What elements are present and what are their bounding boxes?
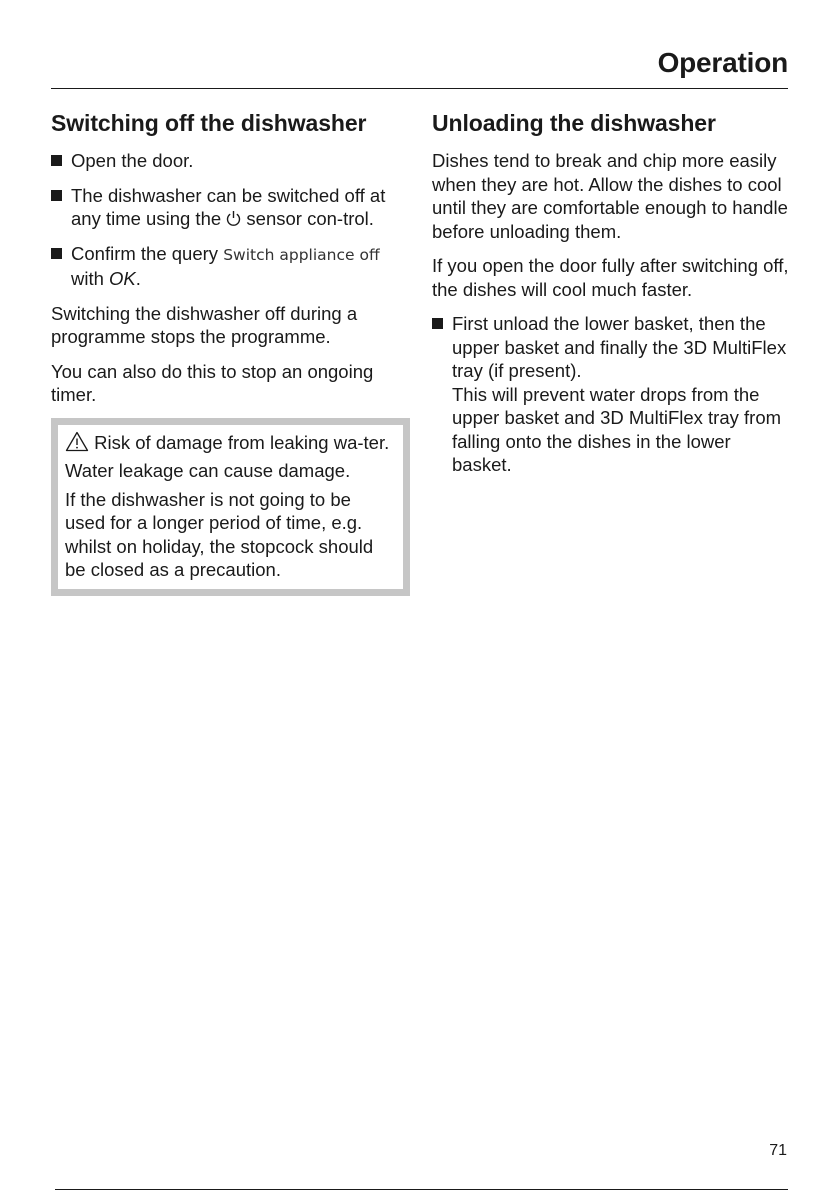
left-column xyxy=(51,108,411,596)
switch-off-note: Switching the dishwasher off during a programme stops the programme. xyxy=(51,302,358,347)
warning-title xyxy=(65,431,396,455)
display-message: Switch appliance off xyxy=(223,245,380,264)
footer-divider xyxy=(55,1189,788,1190)
unloading-heading: Unloading the dishwasher xyxy=(432,110,716,136)
power-icon xyxy=(226,209,241,226)
step-confirm-text-pre: Confirm the query xyxy=(71,242,224,264)
unloading-para-2: If you open the door fully after switching off, the dishes will cool much faster. xyxy=(432,255,789,300)
unloading-para-1: Dishes tend to break and chip more easily when they are hot. Allow the dishes to cool until they are comfortable enough to handle before unloading them. xyxy=(432,150,788,242)
page-number: 71 xyxy=(769,1142,787,1159)
warning-line-1: Water leakage can cause damage. xyxy=(65,460,351,481)
ok-label: OK xyxy=(109,268,136,289)
section-title: Operation xyxy=(657,47,788,78)
step-switch-off xyxy=(51,184,411,231)
warning-box xyxy=(51,418,410,596)
step-confirm: Confirm the query Switch appliance off with OK. xyxy=(51,242,411,291)
step-open-door xyxy=(51,149,411,173)
step-switch-off-text-post: sensor con-trol. xyxy=(241,208,374,229)
header-divider xyxy=(51,88,788,89)
step-unload-reason-text: This will prevent water drops from the upper basket and 3D MultiFlex tray from falling onto the dishes in the lower basket. xyxy=(452,383,782,475)
step-unload-order xyxy=(432,312,794,477)
warning-line-2: If the dishwasher is not going to be used for a longer period of time, e.g. whilst on holiday, the stopcock should be closed as a precaution. xyxy=(65,488,374,580)
step-open-door-text: Open the door. xyxy=(71,150,194,171)
timer-note: You can also do this to stop an ongoing timer. xyxy=(51,360,374,405)
step-confirm-text-end: . xyxy=(135,268,141,289)
warning-triangle-icon xyxy=(65,431,89,452)
switching-off-heading: Switching off the dishwasher xyxy=(51,110,367,136)
step-switch-off-text-pre: The dishwasher can be switched off at any time using the xyxy=(71,184,386,229)
switching-off-steps xyxy=(51,149,411,291)
step-unload-order-text: First unload the lower basket, then the upper basket and finally the 3D MultiFlex tray (if present). xyxy=(452,313,787,381)
unloading-steps xyxy=(432,312,794,477)
warning-title-text: Risk of damage from leaking wa-ter. xyxy=(89,431,390,453)
right-column xyxy=(432,108,794,488)
